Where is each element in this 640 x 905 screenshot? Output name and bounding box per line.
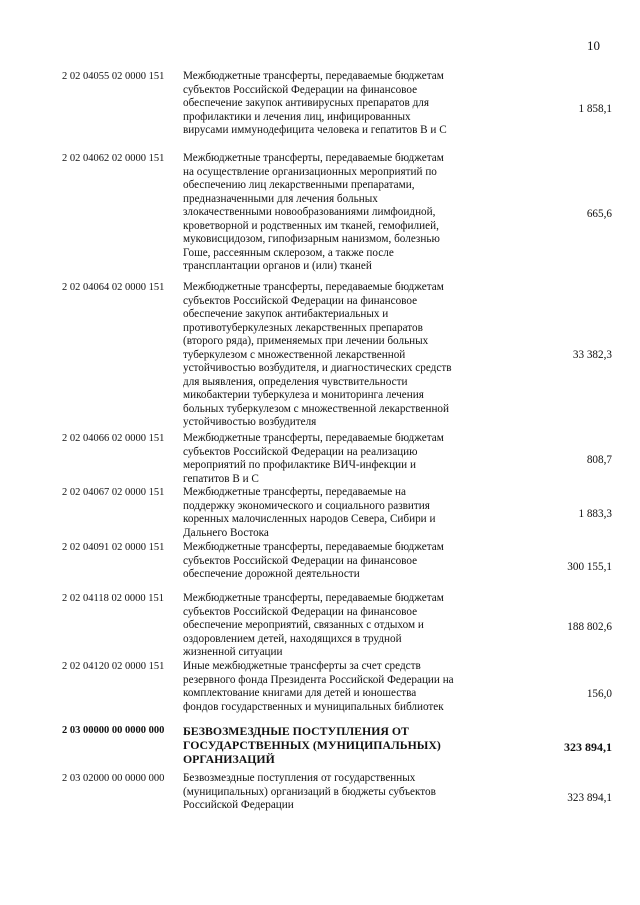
row-code: 2 02 04091 02 0000 151 — [62, 542, 165, 553]
row-description — [183, 70, 488, 138]
description-line: субъектов Российской Федерации на финансовое — [183, 83, 418, 96]
description-line: Межбюджетные трансферты, передаваемые бюджетам — [183, 541, 444, 553]
description-line: Межбюджетные трансферты, передаваемые бюджетам — [183, 592, 444, 604]
description-line: туберкулезом с множественной лекарственной — [183, 348, 406, 361]
description-line: (второго ряда), применяемых при лечении больных — [183, 335, 429, 347]
row-code: 2 02 04118 02 0000 151 — [62, 593, 164, 604]
description-line: Межбюджетные трансферты, передаваемые бюджетам — [183, 152, 444, 164]
description-line: микобактерии туберкулеза и мониторинга лечения — [183, 389, 424, 401]
description-line: Российской Федерации — [183, 799, 294, 811]
row-amount: 188 802,6 — [567, 621, 612, 633]
description-line: (муниципальных) организаций в бюджеты субъектов — [183, 785, 436, 798]
description-line: субъектов Российской Федерации на реализацию — [183, 445, 418, 458]
description-line: обеспечение мероприятий, связанных с отдыхом и — [183, 619, 424, 631]
row-amount: 665,6 — [586, 208, 612, 220]
row-description — [183, 281, 488, 430]
description-line: мероприятий по профилактике ВИЧ-инфекции и — [183, 459, 416, 471]
row-description — [183, 772, 488, 813]
row-description — [183, 152, 488, 274]
description-line: комплектование книгами для детей и юношества — [183, 687, 417, 699]
description-line: больных туберкулезом с множественной лекарственной — [183, 402, 450, 415]
description-line: для выявления, определения чувствительности — [183, 375, 408, 388]
row-amount: 1 883,3 — [578, 508, 612, 520]
table-row — [0, 541, 640, 591]
description-line: фондов государственных и муниципальных библиотек — [183, 700, 444, 713]
description-line: Безвозмездные поступления от государственных — [183, 772, 416, 784]
table-row — [0, 772, 640, 820]
description-line: обеспечению лиц лекарственными препаратами, — [183, 179, 415, 191]
description-line: Гоше, рассеянным склерозом, а также после — [183, 246, 394, 259]
description-line: злокачественными новообразованиями лимфоидной, — [183, 206, 436, 218]
table-row — [0, 724, 640, 772]
row-description — [183, 486, 488, 540]
row-description — [183, 541, 488, 582]
description-line: обеспечение закупок антибактериальных и — [183, 308, 389, 320]
description-line: ОРГАНИЗАЦИЙ — [183, 752, 275, 766]
row-code: 2 02 04120 02 0000 151 — [62, 661, 165, 672]
description-line: муковисцидозом, гипофизарным нанизмом, болезнью — [183, 233, 440, 245]
description-line: субъектов Российской Федерации на финансовое — [183, 554, 418, 567]
description-line: кроветворной и родственных им тканей, гемофилией, — [183, 219, 439, 232]
description-line: резервного фонда Президента Российской Федерации на — [183, 673, 454, 686]
description-line: ГОСУДАРСТВЕННЫХ (МУНИЦИПАЛЬНЫХ) — [183, 738, 441, 752]
description-line: Дальнего Востока — [183, 526, 269, 539]
table-row — [0, 70, 640, 140]
description-line: обеспечение закупок антивирусных препаратов для — [183, 97, 430, 109]
description-line: Иные межбюджетные трансферты за счет средств — [183, 660, 421, 672]
table-row — [0, 281, 640, 431]
row-code: 2 02 04055 02 0000 151 — [62, 71, 165, 82]
row-code: 2 02 04064 02 0000 151 — [62, 282, 165, 293]
description-line: субъектов Российской Федерации на финансовое — [183, 605, 418, 618]
description-line: БЕЗВОЗМЕЗДНЫЕ ПОСТУПЛЕНИЯ ОТ — [183, 724, 409, 738]
description-line: обеспечение дорожной деятельности — [183, 568, 360, 580]
page-number: 10 — [587, 38, 600, 53]
table-row — [0, 486, 640, 542]
row-amount: 300 155,1 — [567, 561, 612, 573]
table-row — [0, 432, 640, 488]
description-line: на осуществление организационных мероприятий по — [183, 165, 437, 178]
description-line: Межбюджетные трансферты, передаваемые на — [183, 486, 406, 498]
row-amount: 323 894,1 — [564, 740, 612, 754]
row-amount: 808,7 — [586, 454, 612, 466]
description-line: поддержку экономического и социального развития — [183, 499, 430, 512]
table-row — [0, 152, 640, 277]
description-line: гепатитов В и С — [183, 472, 259, 485]
row-code: 2 03 02000 00 0000 000 — [62, 773, 165, 784]
table-row — [0, 660, 640, 716]
row-code: 2 02 04067 02 0000 151 — [62, 487, 165, 498]
row-description — [183, 724, 488, 766]
description-line: Межбюджетные трансферты, передаваемые бюджетам — [183, 432, 444, 444]
description-line: жизненной ситуации — [183, 646, 283, 658]
description-line: устойчивостью возбудителя, и диагностических средств — [183, 362, 452, 374]
description-line: Межбюджетные трансферты, передаваемые бюджетам — [183, 281, 444, 293]
description-line: коренных малочисленных народов Севера, Сибири и — [183, 513, 436, 525]
table-row — [0, 592, 640, 662]
row-amount: 156,0 — [586, 688, 612, 700]
row-amount: 323 894,1 — [567, 792, 612, 804]
description-line: предназначенными для лечения больных — [183, 192, 378, 205]
row-amount: 33 382,3 — [572, 349, 612, 361]
row-description — [183, 660, 488, 714]
description-line: устойчивостью возбудителя — [183, 416, 317, 428]
description-line: противотуберкулезных лекарственных препаратов — [183, 321, 423, 334]
row-amount: 1 858,1 — [578, 103, 612, 115]
description-line: субъектов Российской Федерации на финансовое — [183, 294, 418, 307]
row-code: 2 02 04066 02 0000 151 — [62, 433, 165, 444]
row-description — [183, 432, 488, 486]
description-line: оздоровлением детей, находящихся в трудной — [183, 632, 402, 645]
description-line: Межбюджетные трансферты, передаваемые бюджетам — [183, 70, 444, 82]
description-line: трансплантации органов и (или) тканей — [183, 260, 372, 272]
row-code: 2 03 00000 00 0000 000 — [62, 725, 165, 736]
description-line: профилактики и лечения лиц, инфицированных — [183, 110, 411, 123]
description-line: вирусами иммунодефицита человека и гепатитов В и С — [183, 124, 447, 136]
row-code: 2 02 04062 02 0000 151 — [62, 153, 165, 164]
row-description — [183, 592, 488, 660]
